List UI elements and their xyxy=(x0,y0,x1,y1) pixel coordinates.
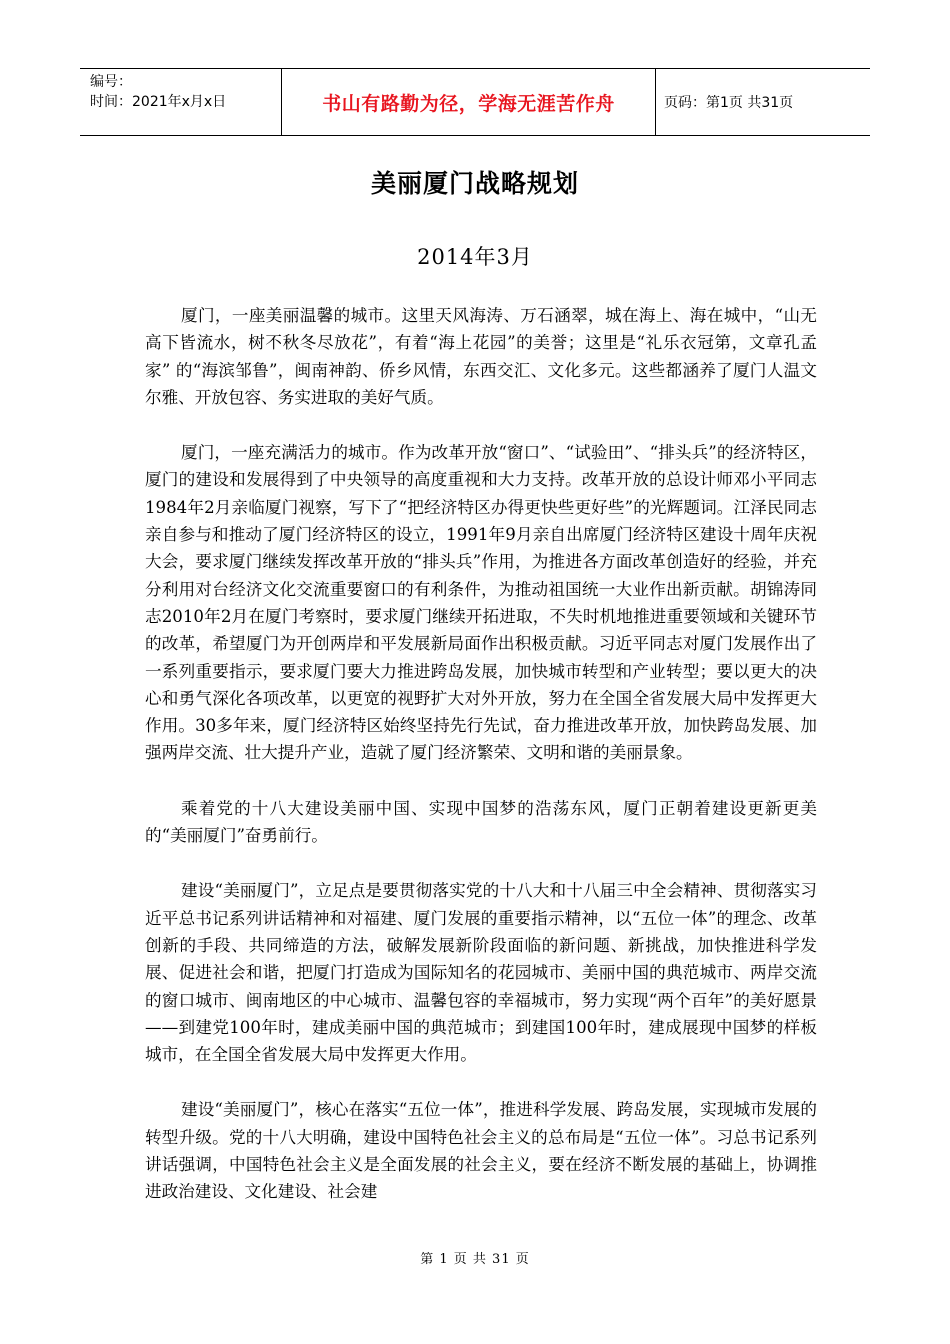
header-motto-cell xyxy=(282,69,656,135)
header-meta-cell xyxy=(80,69,282,135)
header-page-label: 页码：第1页 共31页 xyxy=(664,95,794,111)
header-time-label: 时间：2021年x月x日 xyxy=(90,94,227,110)
document-header xyxy=(80,68,870,136)
header-number-label: 编号： xyxy=(90,74,132,90)
paragraph: 建设“美丽厦门”，核心在落实“五位一体”，推进科学发展、跨岛发展，实现城市发展的转型升级。党的十八大明确，建设中国特色社会主义的总布局是“五位一体”。习总书记系列讲话强调，中国特色社会主义是全面发展的社会主义，要在经济不断发展的基础上，协调推进政治建设、文化建设、社会建 xyxy=(145,1100,817,1202)
document-title: 美丽厦门战略规划 xyxy=(370,169,579,198)
header-page-cell xyxy=(656,69,870,135)
paragraph: 乘着党的十八大建设美丽中国、实现中国梦的浩荡东风，厦门正朝着建设更新更美的“美丽厦门”奋勇前行。 xyxy=(145,798,817,846)
document-date: 2014年3月 xyxy=(417,245,533,269)
document-body xyxy=(145,302,817,1234)
page-footer: 第 1 页 共 31 页 xyxy=(420,1252,530,1267)
paragraph: 厦门，一座美丽温馨的城市。这里天风海涛、万石涵翠，城在海上、海在城中，“山无高下皆流水，树不秋冬尽放花”，有着“海上花园”的美誉；这里是“礼乐衣冠第，文章孔孟家” 的“海滨邹鲁”，闽南神韵、侨乡风情，东西交汇、文化多元。这些都涵养了厦门人温文尔雅、开放包容、务实进取的美好气质。 xyxy=(145,306,817,407)
header-motto: 书山有路勤为径，学海无涯苦作舟 xyxy=(322,92,615,115)
paragraph: 厦门，一座充满活力的城市。作为改革开放“窗口”、“试验田”、“排头兵”的经济特区，厦门的建设和发展得到了中央领导的高度重视和大力支持。改革开放的总设计师邓小平同志1984年2月亲临厦门视察，写下了“把经济特区办得更快些更好些”的光辉题词。江泽民同志亲自参与和推动了厦门经济特区的设立，1991年9月亲自出席厦门经济特区建设十周年庆祝大会，要求厦门继续发挥改革开放的“排头兵”作用，为推进各方面改革创造好的经验，并充分利用对台经济文化交流重要窗口的有利条件，为推动祖国统一大业作出新贡献。胡锦涛同志2010年2月在厦门考察时，要求厦门继续开拓进取，不失时机地推进重要领域和关键环节的改革，希望厦门为开创两岸和平发展新局面作出积极贡献。习近平同志对厦门发展作出了一系列重要指示，要求厦门要大力推进跨岛发展，加快城市转型和产业转型；要以更大的决心和勇气深化各项改革，以更宽的视野扩大对外开放，努力在全国全省发展大局中发挥更大作用。30多年来，厦门经济特区始终坚持先行先试，奋力推进改革开放，加快跨岛发展、加强两岸交流、壮大提升产业，造就了厦门经济繁荣、文明和谐的美丽景象。 xyxy=(145,443,817,763)
paragraph: 建设“美丽厦门”，立足点是要贯彻落实党的十八大和十八届三中全会精神、贯彻落实习近平总书记系列讲话精神和对福建、厦门发展的重要指示精神，以“五位一体”的理念、改革创新的手段、共同缔造的方法，破解发展新阶段面临的新问题、新挑战，加快推进科学发展、促进社会和谐，把厦门打造成为国际知名的花园城市、美丽中国的典范城市、两岸交流的窗口城市、闽南地区的中心城市、温馨包容的幸福城市，努力实现“两个百年”的美好愿景——到建党100年时，建成美丽中国的典范城市；到建国100年时，建成展现中国梦的样板城市，在全国全省发展大局中发挥更大作用。 xyxy=(145,881,817,1065)
